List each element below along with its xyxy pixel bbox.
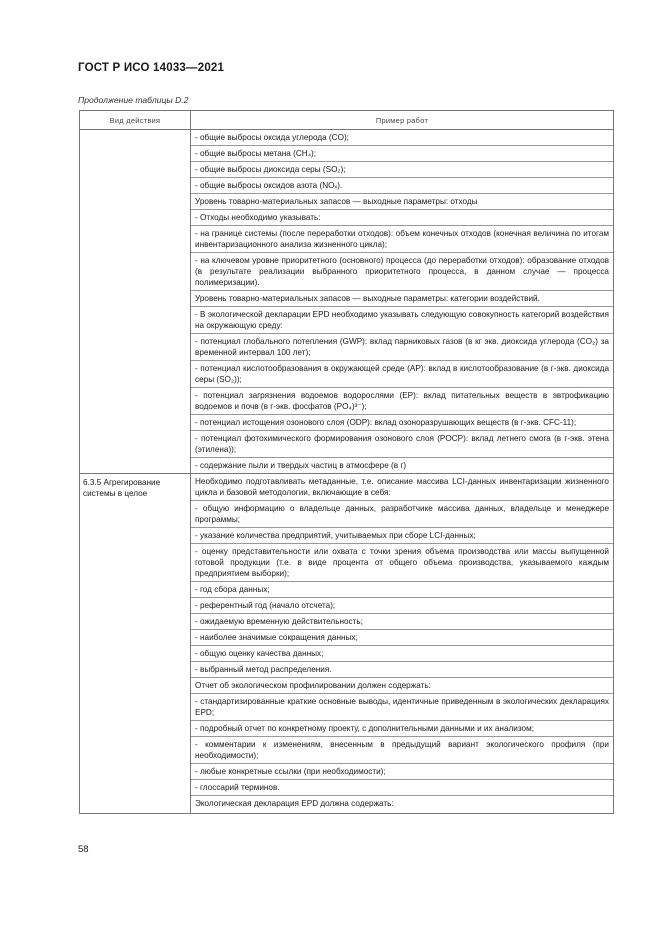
list-item: - потенциал глобального потепления (GWP): вклад парниковых газов (в кг экв. диоксида углерода (CO₂) за временной интервал 100 лет); [191,334,613,361]
list-item: - на границе системы (после переработки отходов): объем конечных отходов (конечная величина по итогам инвентаризационного анализа жизненного цикла); [191,226,613,253]
list-item: - стандартизированные краткие основные выводы, идентичные приведенным в экологических декларациях EPD; [191,694,613,721]
list-item: - ожидаемую временную действительность; [191,614,613,630]
list-item: - оценку представительности или охвата с точки зрения объема производства или массы выпущенной готовой продукции (т.е. в виде процента от общего объема производства, указываемого каждым предприятием выборки); [191,544,613,582]
list-item: - В экологической декларации EPD необходимо указывать следующую совокупность категорий воздействия на окружающую среду: [191,307,613,334]
list-item: Отчет об экологическом профилировании должен содержать: [191,678,613,694]
list-item: - потенциал истощения озонового слоя (ODP): вклад озоноразрушающих веществ (в г-экв. CFC-11); [191,415,613,431]
table-row [80,130,614,474]
table-header-row [80,111,614,130]
list-item: - выбранный метод распределения. [191,662,613,678]
list-item: - общие выбросы метана (CH₄); [191,146,613,162]
action-cell [80,130,191,474]
list-item: - общие выбросы оксида углерода (CO); [191,130,613,146]
list-item: - общую информацию о владельце данных, разработчике массива данных, владельце и менеджере программы; [191,501,613,528]
list-item: - на ключевом уровне приоритетного (основного) процесса (до переработки отходов): образование отходов (в результате реализации выбранного приоритетного процесса, в данном случае — процесса полимеризации). [191,253,613,291]
list-item: - год сбора данных; [191,582,613,598]
list-item: - содержание пыли и твердых частиц в атмосфере (в г) [195,461,407,470]
examples-cell [191,474,614,814]
page-number: 58 [78,844,89,855]
activities-table [79,110,614,814]
list-item: Экологическая декларация EPD должна содержать: [195,799,394,808]
list-item: - общие выбросы диоксида серы (SO₂); [191,162,613,178]
table-row [80,474,614,814]
list-item: - указание количества предприятий, учитываемых при сборе LCI-данных; [191,528,613,544]
list-item: Уровень товарно-материальных запасов — выходные параметры: отходы [191,194,613,210]
list-item: - общую оценку качества данных; [191,646,613,662]
action-label: 6.3.5 Агрегирование системы в целое [83,478,161,498]
document-header: ГОСТ Р ИСО 14033—2021 [78,62,225,74]
list-item: - потенциал загрязнения водоемов водорослями (EP): вклад питательных веществ в эвтрофикацию водоемов и почв (в г-экв. фосфатов (PO₄)³⁻); [191,388,613,415]
list-item: Необходимо подготавливать метаданные, т.е. описание массива LCI-данных инвентаризации жизненного цикла и базовой методологии, включающие в себя: [191,474,613,501]
list-item: - Отходы необходимо указывать: [191,210,613,226]
list-item: - общие выбросы оксидов азота (NOₓ). [191,178,613,194]
list-item: - любые конкретные ссылки (при необходимости); [191,764,613,780]
list-item: - подробный отчет по конкретному проекту, с дополнительными данными и их анализом; [191,721,613,737]
table-continuation-caption: Продолжение таблицы D.2 [78,95,189,105]
list-item: - референтный год (начало отсчета); [191,598,613,614]
column-header-examples: Пример работ [191,111,614,130]
list-item: - наиболее значимые сокращения данных; [191,630,613,646]
list-item: - комментарии к изменениям, внесенным в предыдущий вариант экологического профиля (при необходимости); [191,737,613,764]
list-item: - потенциал фотохимического формирования озонового слоя (POCP): вклад летнего смога (в г-экв. этена (этилена)); [191,431,613,458]
examples-cell [191,130,614,474]
action-label [80,130,190,133]
action-cell [80,474,191,814]
list-item: - глоссарий терминов. [191,780,613,796]
column-header-action: Вид действия [80,111,191,130]
list-item: Уровень товарно-материальных запасов — выходные параметры: категории воздействий. [191,291,613,307]
list-item: - потенциал кислотообразования в окружающей среде (AP): вклад в кислотообразование (в г-экв. диоксида серы (SO₂)); [191,361,613,388]
